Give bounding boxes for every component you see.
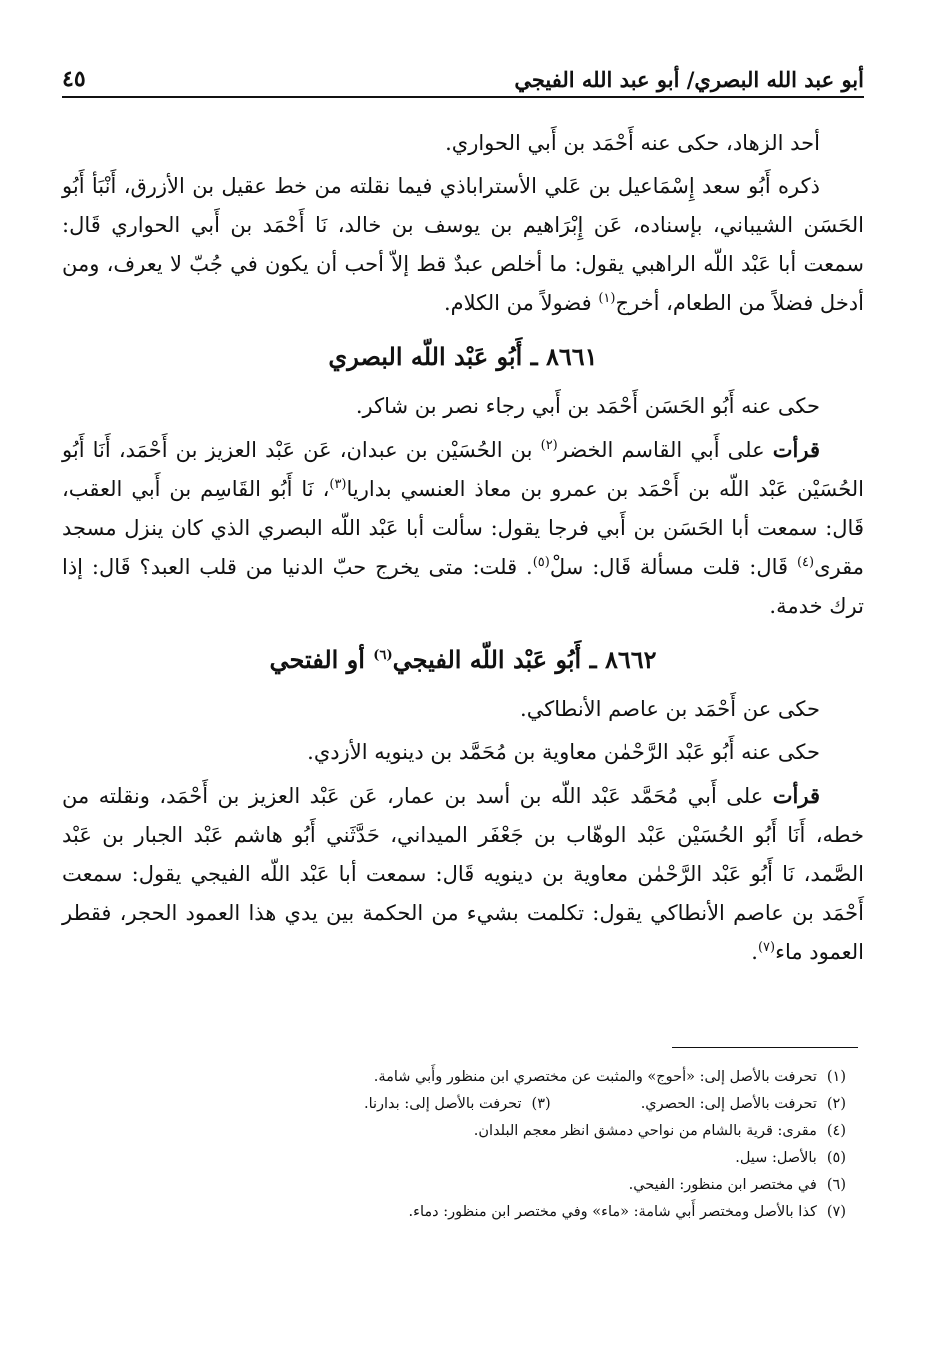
paragraph-2-text: ذكره أَبُو سعد إِسْمَاعيل بن عَلي الأستراباذي فيما نقلته من خط عقيل بن الأزرق، أَنْبَأ أَبُو الحَسَن الشيباني، بإسناده، عَن إِبْرَاهيم بن يوسف بن خالد، نَا أَحْمَد بن أَبي الحواري قَال: سمعت أبا عَبْد اللّه الراهبي يقول: ما أخلص عبدٌ قط إلاّ أحب أن يكون في جُبّ لا يعرف، ومن أدخل فضلاً من الطعام، أخرج xyxy=(62,174,864,315)
paragraph-1: أحد الزهاد، حكى عنه أَحْمَد بن أَبي الحواري. xyxy=(445,131,820,155)
footnote-ref-3: (٣) xyxy=(329,477,347,492)
footnote-6-text: في مختصر ابن منظور: الفيحي. xyxy=(628,1177,817,1193)
paragraph-4-part-a: على أَبي القاسم الخضر xyxy=(557,438,773,462)
footnote-3-text: تحرفت بالأصل إلى: بدارنا. xyxy=(363,1096,522,1112)
paragraph-4-lead: قرأت xyxy=(772,437,820,462)
paragraph-2-end: فضولاً من الكلام. xyxy=(443,291,599,315)
entry-heading-8662 xyxy=(62,640,864,680)
paragraph-7-lead: قرأت xyxy=(772,783,820,808)
paragraph-7-end: . xyxy=(751,940,758,964)
paragraph-5: حكى عن أَحْمَد بن عاصم الأنطاكي. xyxy=(520,697,820,721)
footnote-3 xyxy=(364,1091,551,1118)
footnote-4 xyxy=(62,1118,846,1145)
paragraph-4-part-e: . قلت: متى يخرج حبّ الدنيا من قلب العبد؟ قَال: إذا ترك خدمة. xyxy=(62,555,864,618)
footnote-2-text: تحرفت بالأصل إلى: الحصري. xyxy=(640,1096,817,1112)
entry-heading-8662-b: أو الفتحي xyxy=(269,645,374,674)
footnote-ref-6: (٦) xyxy=(373,648,393,663)
footnote-ref-2: (٢) xyxy=(540,438,558,453)
paragraph-3: حكى عنه أَبُو الحَسَن أَحْمَد بن أَبي رجاء نصر بن شاكر. xyxy=(355,394,820,418)
footnote-7-text: كذا بالأصل ومختصر أَبي شامة: «ماء» وفي مختصر ابن منظور: دماء. xyxy=(408,1204,817,1220)
running-title: أبو عبد الله البصري/ أبو عبد الله الفيجي xyxy=(514,67,864,92)
footnote-3-number: (٣) xyxy=(531,1096,551,1112)
footnote-2-3 xyxy=(62,1091,846,1118)
footnote-1 xyxy=(62,1064,846,1091)
footnote-4-number: (٤) xyxy=(826,1123,846,1139)
footnote-5-text: بالأصل: سيل. xyxy=(735,1150,817,1166)
paragraph-7 xyxy=(62,776,864,972)
footnote-6-number: (٦) xyxy=(826,1177,846,1193)
paragraph-7-text: على أَبي مُحَمَّد عَبْد اللّه بن أسد بن عمار، عَن عَبْد العزيز بن أَحْمَد، ونقلته من خطه، أَنَا أَبُو الحُسَيْن عَبْد الوهّاب بن جَعْفَر الميداني، حَدَّثَني أَبُو هاشم عَبْد الجبار بن عَبْد الصَّمد، نَا أَبُو عَبْد الرَّحْمٰن معاوية بن دينويه قَال: سمعت أبا عَبْد اللّه الفيجي يقول: سمعت أَحْمَد بن عاصم الأنطاكي يقول: تكلمت بشيء من الحكمة بين يدي هذا العمود الحجر، فقطر العمود ماء xyxy=(62,784,864,964)
page-body xyxy=(62,124,864,976)
footnote-2 xyxy=(641,1091,846,1118)
paragraph-6: حكى عنه أَبُو عَبْد الرَّحْمٰن معاوية بن مُحَمَّد بن دينويه الأزدي. xyxy=(307,740,820,764)
paragraph-4-part-c: ، نَا أَبُو القَاسِم بن أَبي العقب، قَال: سمعت أبا الحَسَن بن أَبي فرجا يقول: سألت أبا عَبْد اللّه البصري الذي كان ينزل مسجد مقرى xyxy=(62,477,864,579)
footnote-7-number: (٧) xyxy=(826,1204,846,1220)
entry-heading-8661: ٨٦٦١ ـ أَبُو عَبْد اللّه البصري xyxy=(328,342,598,371)
footnote-2-number: (٢) xyxy=(826,1096,846,1112)
header-rule xyxy=(62,96,864,98)
footnote-ref-5: (٥) xyxy=(532,555,550,570)
footnote-6 xyxy=(62,1172,846,1199)
paragraph-2 xyxy=(62,167,864,323)
footnote-7 xyxy=(62,1199,846,1226)
page-number: ٤٥ xyxy=(62,66,86,92)
page-header xyxy=(62,52,864,92)
paragraph-4-part-b: بن الحُسَيْن بن عبدان، عَن عَبْد العزيز بن أَحْمَد، أَنَا أَبُو الحُسَيْن عَبْد اللّه بن أَحْمَد بن عمرو بن معاذ العنسي بداريا xyxy=(62,438,864,501)
footnote-rule xyxy=(672,1047,858,1048)
footnotes xyxy=(62,1064,846,1226)
footnote-4-text: مقرى: قرية بالشام من نواحي دمشق انظر معجم البلدان. xyxy=(473,1123,817,1139)
entry-heading-8662-a: ٨٦٦٢ ـ أَبُو عَبْد اللّه الفيجي xyxy=(392,645,657,674)
footnote-ref-7: (٧) xyxy=(757,940,776,955)
paragraph-4-part-d: قَال: قلت مسألة قَال: سلْ xyxy=(549,555,797,579)
footnote-1-number: (١) xyxy=(826,1069,846,1085)
footnote-ref-4: (٤) xyxy=(796,555,815,570)
footnote-ref-1: (١) xyxy=(598,291,616,306)
footnote-1-text: تحرفت بالأصل إلى: «أحوج» والمثبت عن مختصري ابن منظور وأَبي شامة. xyxy=(373,1069,817,1085)
footnote-5 xyxy=(62,1145,846,1172)
footnote-5-number: (٥) xyxy=(826,1150,846,1166)
paragraph-4 xyxy=(62,430,864,626)
